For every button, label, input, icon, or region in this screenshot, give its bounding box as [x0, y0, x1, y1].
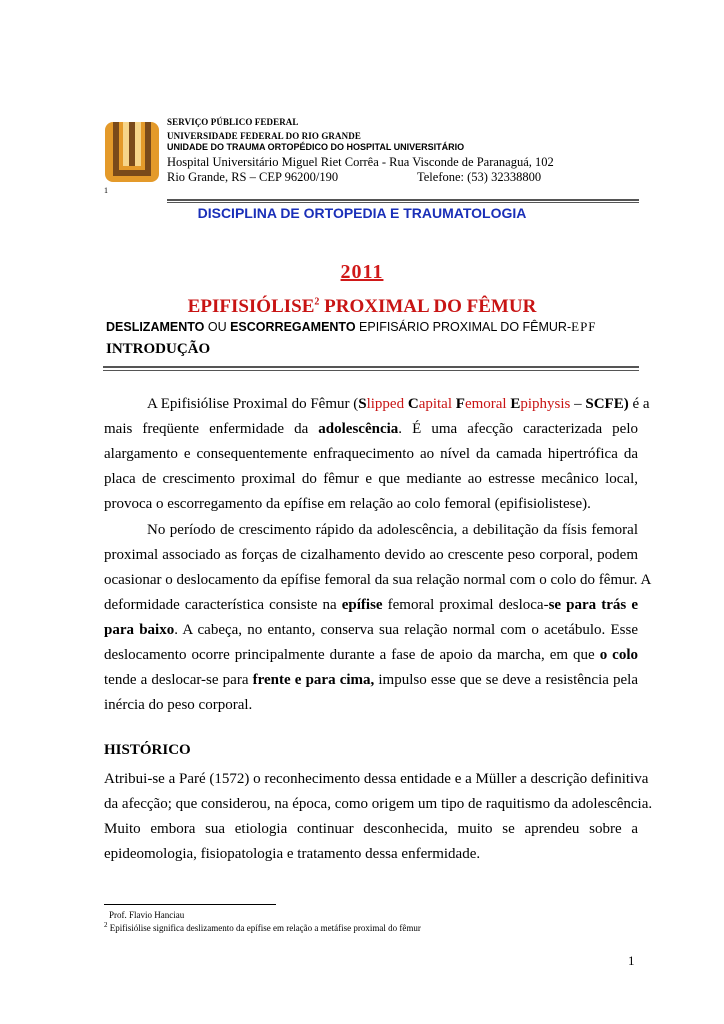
p2-line-1: No período de crescimento rápido da adolescência, a debilitação da físis femoral: [147, 522, 638, 538]
footnote-2: $^2$ Epifisiólise significa deslizamento da epífise em relação a metáfise proximal do fêmur: [104, 921, 421, 933]
p2-line-4: deformidade característica consiste na epífise femoral proximal desloca-se para trás e: [104, 597, 638, 613]
document-title: EPIFISIÓLISE$^2$ PROXIMAL DO FÊMUR: [187, 296, 537, 317]
section-heading-introducao: INTRODUÇÃO: [106, 341, 211, 357]
p2-line-2: proximal associado as forças de cizalhamento devido ao crescente peso corporal, podem: [104, 547, 638, 563]
footnote-1: Prof. Flavio Hanciau: [109, 910, 185, 920]
p1-line-4: placa de crescimento proximal do fêmur e que mediante ao estresse mecânico local,: [104, 471, 638, 487]
p2-line-8: inércia do peso corporal.: [104, 697, 253, 713]
p3-line-1: Atribui-se a Paré (1572) o reconhecimento dessa entidade e a Müller a descrição definitiva: [104, 771, 649, 787]
p1-line-3: alargamento e consequentemente enfraquecimento ao nível da camada hipertrófica da: [104, 446, 638, 462]
p2-line-6: deslocamento ocorre principalmente durante a fase de apoio da marcha, em que o colo: [104, 647, 638, 663]
header-line-3: UNIDADE DO TRAUMA ORTOPÉDICO DO HOSPITAL UNIVERSITÁRIO: [167, 142, 465, 152]
header-line-1: SERVIÇO PÚBLICO FEDERAL: [167, 117, 299, 127]
section-rule-thin: [103, 370, 639, 371]
header-line-2: UNIVERSIDADE FEDERAL DO RIO GRANDE: [167, 131, 361, 141]
p2-line-3: ocasionar o deslocamento da epífise femoral da sua relação normal com o colo do fêmur. A: [104, 572, 652, 588]
p2-line-5: para baixo. A cabeça, no entanto, conserva sua relação normal com o acetábulo. Esse: [104, 622, 638, 638]
p1-line-5: provoca o escorregamento da epífise em relação ao colo femoral (epifisiolistese).: [104, 496, 591, 512]
header-rule-thin: [167, 202, 639, 203]
section-rule: [103, 366, 639, 368]
footnote-rule: [104, 904, 276, 905]
header-rule: [167, 199, 639, 201]
p3-line-4: epideomologia, fisiopatologia e tratamento dessa enfermidade.: [104, 846, 481, 862]
p2-line-7: tende a deslocar-se para frente e para cima, impulso esse que se deve a resistência pela: [104, 672, 638, 688]
header-phone: Telefone: (53) 32338800: [417, 170, 542, 184]
title-footnote-ref: 2: [314, 296, 320, 308]
p3-line-2: da afecção; que considerou, na época, como origem um tipo de raquitismo da adolescência.: [104, 796, 653, 812]
year-heading: 2011: [340, 261, 384, 283]
document-subtitle: DESLIZAMENTO OU ESCORREGAMENTO EPIFISÁRIO PROXIMAL DO FÊMUR-EPF: [106, 319, 597, 334]
p1-line-2: mais freqüente enfermidade da adolescência. É uma afecção caracterizada pelo: [104, 421, 638, 437]
p1-line-1: A Epifisiólise Proximal do Fêmur (Slipped Capital Femoral Epiphysis – SCFE) é a: [147, 396, 650, 412]
section-heading-historico: HISTÓRICO: [104, 742, 191, 758]
header-city: Rio Grande, RS – CEP 96200/190: [167, 170, 339, 184]
header-address: Hospital Universitário Miguel Riet Corrêa - Rua Visconde de Paranaguá, 102: [167, 155, 554, 169]
university-logo: [103, 119, 161, 183]
footnote-marker: 1: [104, 186, 108, 195]
discipline-heading: DISCIPLINA DE ORTOPEDIA E TRAUMATOLOGIA: [197, 205, 527, 221]
p3-line-3: Muito embora sua etiologia continuar desconhecida, muito se aprendeu sobre a: [104, 821, 638, 837]
page-number: 1: [628, 953, 635, 968]
